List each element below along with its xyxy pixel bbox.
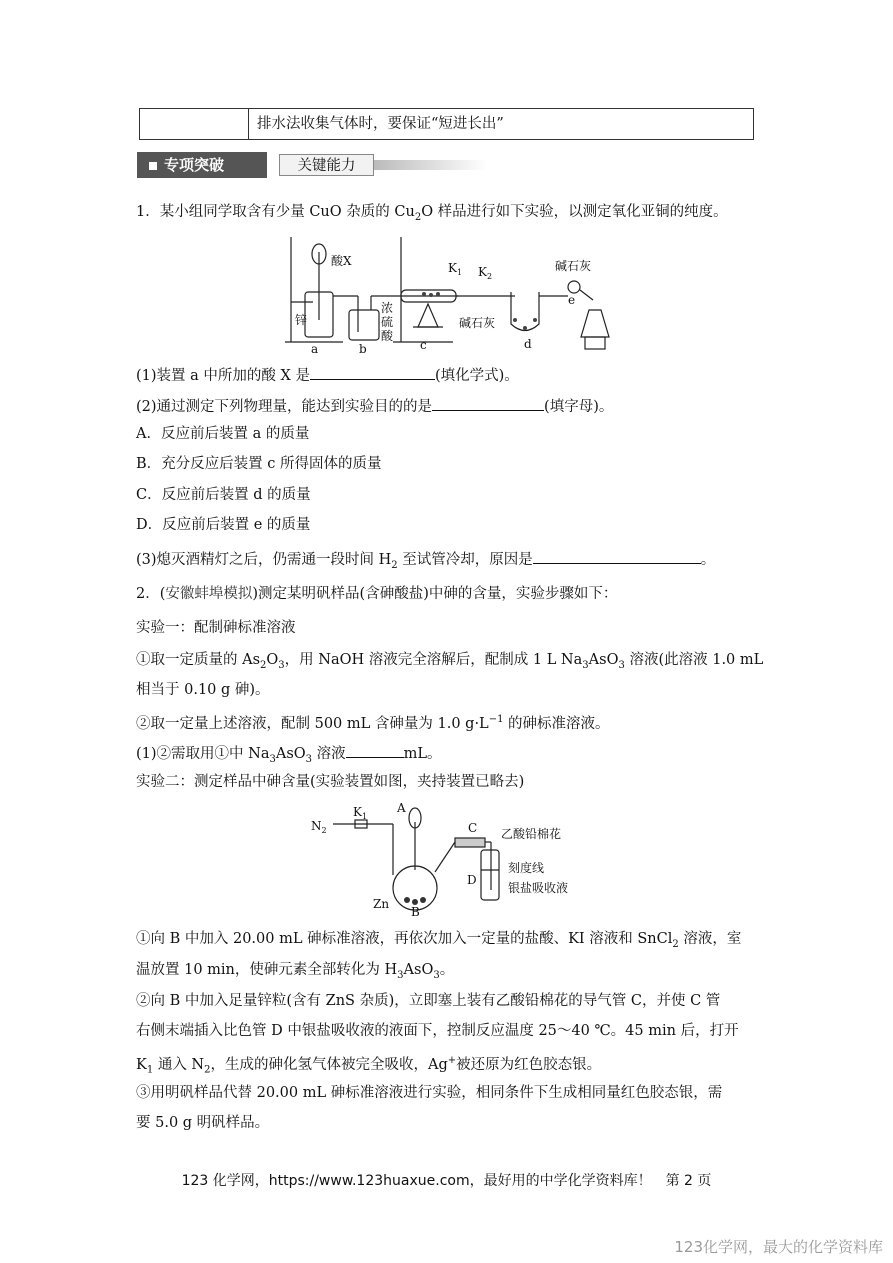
q2-part1: (1)②需取用①中 $Na_3AsO_3$ 溶液 mL。 [136,741,442,770]
svg-text:酸X: 酸X [331,254,352,268]
q2-step-b2-cont2: $K_1$ 通入 $N_2$，生成的砷化氢气体被完全吸收，Ag+被还原为红色胶态银。 [136,1055,602,1076]
svg-text:刻度线: 刻度线 [508,861,545,875]
svg-text:硫: 硫 [381,315,394,329]
svg-text:N2: $N_2$ [311,819,327,835]
q2-exp2-title: 实验二：测定样品中砷含量(实验装置如图，夹持装置已略去) [136,774,525,790]
q1-part3: (3)熄灭酒精灯之后，仍需通一段时间 $H_2$ 至试管冷却，原因是 。 [136,547,715,576]
watermark: 123化学网，最大的化学资料库 [674,1238,883,1256]
table-cell-text: 排水法收集气体时，要保证“短进长出” [257,116,504,132]
q2-step-b2-cont: 右侧末端插入比色管 D 中银盐吸收液的液面下，控制反应温度 25～40 ℃。45 min 后，打开 [136,1023,739,1039]
svg-text:d: d [524,337,532,351]
svg-text:碱石灰: 碱石灰 [555,259,592,273]
page-footer: 123 化学网，https://www.123huaxue.com，最好用的中学化学资料库！ 第 2 页 [181,1173,712,1189]
q2-step1-cont: 相当于 0.10 g 砷)。 [136,682,270,698]
q1-option-b: B．充分反应后装置 c 所得固体的质量 [136,456,382,472]
svg-text:a: a [311,342,319,354]
q2-step-b2: ②向 B 中加入足量锌粒(含有 ZnS 杂质)，立即塞上装有乙酸铅棉花的导气管 C，并使 C 管 [136,993,721,1009]
q1-option-d: D．反应前后装置 e 的质量 [136,517,311,533]
q2-step-b3: ③用明矾样品代替 20.00 mL 砷标准溶液进行实验，相同条件下生成相同量红色胶态银，需 [136,1085,723,1101]
svg-text:Zn: Zn [373,897,390,911]
q2-step-b3-cont: 要 5.0 g 明矾样品。 [136,1115,270,1131]
svg-text:K2: $K_2$ [478,265,493,281]
q2-step2: ②取一定量上述溶液，配制 500 mL 含砷量为 1.0 $g\cdot L^{-1}$ 的砷标准溶液。 [136,714,610,732]
q2-step-b1-cont: 温放置 10 min，使砷元素全部转化为 $H_3AsO_3$。 [136,962,455,981]
figure-apparatus-2 [305,800,605,918]
q2-step-b1: ①向 B 中加入 20.00 mL 砷标准溶液，再依次加入一定量的盐酸、KI 溶液和 SnCl$_2$ 溶液，室 [136,931,742,950]
svg-text:e: e [568,293,576,307]
q1-option-a: A．反应前后装置 a 的质量 [136,426,310,442]
q1-stem: 1．某小组同学取含有少量 CuO 杂质的 $Cu_2O$ 样品进行如下实验，以测定氧化亚铜的纯度。 [136,204,728,223]
svg-text:锌: 锌 [295,313,308,327]
svg-text:b: b [359,342,367,354]
svg-text:碱石灰: 碱石灰 [459,316,496,330]
banner-label: 关键能力 [279,154,374,176]
banner-fade [374,160,487,170]
section-banner [137,152,487,178]
q1-option-c: C．反应前后装置 d 的质量 [136,487,311,503]
svg-text:K1: $K_1$ [353,805,368,821]
svg-text:酸: 酸 [381,329,394,343]
svg-text:C: C [468,821,478,835]
table-row [139,108,754,140]
svg-text:K1: $K_1$ [448,261,463,277]
q2-step1: ①取一定质量的 $As_2O_3$，用 NaOH 溶液完全溶解后，配制成 1 L $Na_3AsO_3$ 溶液(此溶液 1.0 mL [136,652,764,671]
table-cell-empty [140,109,249,139]
svg-text:B: B [411,905,420,918]
figure-apparatus-1 [283,232,613,354]
svg-text:乙酸铅棉花: 乙酸铅棉花 [501,827,562,841]
svg-text:A: A [397,801,406,815]
square-icon [149,162,157,170]
q2-exp1-title: 实验一：配制砷标准溶液 [136,620,296,636]
q2-stem: 2．(安徽蚌埠模拟)测定某明矾样品(含砷酸盐)中砷的含量，实验步骤如下： [136,586,618,602]
svg-text:D: D [467,873,477,887]
svg-text:浓: 浓 [381,301,394,315]
banner-tag: 专项突破 [137,152,267,178]
svg-text:c: c [420,338,427,352]
q1-part2: (2)通过测定下列物理量，能达到实验目的的是 (填字母)。 [136,394,613,417]
svg-text:银盐吸收液: 银盐吸收液 [508,881,569,895]
q1-part1: (1)装置 a 中所加的酸 X 是 (填化学式)。 [136,363,519,386]
